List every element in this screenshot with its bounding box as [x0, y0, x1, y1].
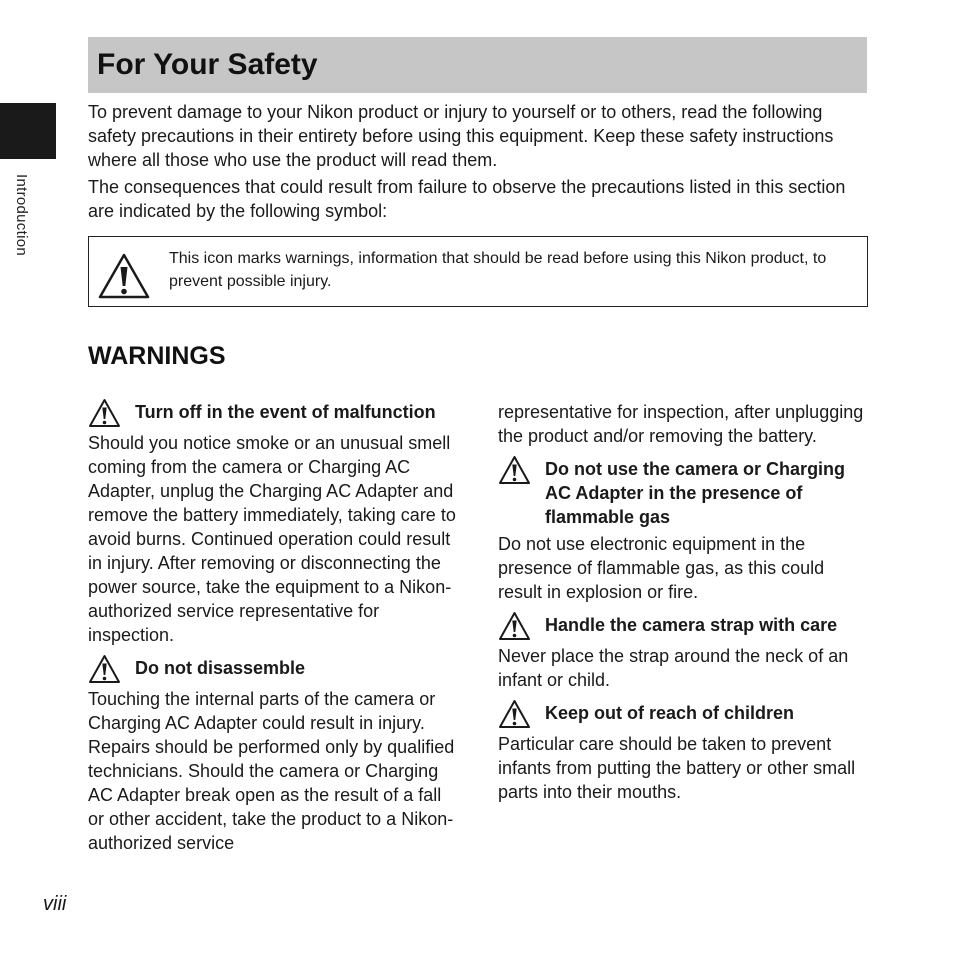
warning-item-header — [498, 613, 870, 641]
warning-triangle-icon — [88, 398, 121, 428]
warning-title: Do not use the camera or Charging AC Adapter in the presence of flammable gas — [545, 459, 846, 527]
symbol-notice-box — [88, 236, 868, 307]
warning-triangle-icon — [498, 455, 531, 485]
page-number: viii — [43, 893, 67, 915]
intro-paragraph: To prevent damage to your Nikon product or injury to yourself or to others, read the following safety precautions in their entirety before using this equipment. Keep these safety instructions where all those who use the product will read them. — [88, 102, 834, 170]
warning-triangle-icon — [98, 253, 150, 299]
warning-triangle-icon — [88, 654, 121, 684]
warning-body: Never place the strap around the neck of an infant or child. — [498, 646, 849, 690]
warning-body: Particular care should be taken to prevent infants from putting the battery or other small parts into their mouths. — [498, 734, 856, 802]
warning-title: Turn off in the event of malfunction — [135, 402, 436, 422]
warning-title: Do not disassemble — [135, 658, 306, 678]
warning-body-continuation: representative for inspection, after unplugging the product and/or removing the battery. — [498, 402, 864, 446]
warning-item — [498, 457, 870, 604]
warning-body: Touching the internal parts of the camera or Charging AC Adapter could result in injury. Repairs should be performed only by qualified technicians. Should the camera or Charging AC Adapter break open as the result of a fall or other accident, take the product to a Nikon-authorized service — [88, 689, 455, 853]
warning-title: Handle the camera strap with care — [545, 615, 838, 635]
warning-item — [88, 400, 460, 647]
warnings-right-column — [498, 400, 870, 813]
warning-item-header — [498, 457, 870, 529]
warning-body: Should you notice smoke or an unusual smell coming from the camera or Charging AC Adapter, unplug the Charging AC Adapter and remove the battery immediately, taking care to avoid burns. Continued operation could result in injury. After removing or disconnecting the power source, take the equipment to a Nikon-authorized service representative for inspection. — [88, 433, 456, 645]
page-title-bar — [88, 37, 867, 93]
chapter-label: Introduction — [13, 174, 30, 256]
notice-text: This icon marks warnings, information that should be read before using this Nikon product, to prevent possible injury. — [169, 250, 827, 290]
warning-triangle-icon — [498, 611, 531, 641]
warning-triangle-icon — [498, 699, 531, 729]
warnings-left-column — [88, 400, 460, 864]
warning-item — [498, 613, 870, 692]
warning-item-header — [88, 656, 460, 684]
chapter-tab-marker — [0, 103, 56, 159]
warning-item-header — [498, 701, 870, 729]
intro-section — [88, 100, 868, 226]
page-title: For Your Safety — [97, 48, 318, 81]
warning-item-header — [88, 400, 460, 428]
warning-item — [498, 701, 870, 804]
warning-title: Keep out of reach of children — [545, 703, 795, 723]
intro-paragraph: The consequences that could result from failure to observe the precautions listed in this section are indicated by the following symbol: — [88, 177, 846, 221]
warning-body: Do not use electronic equipment in the presence of flammable gas, as this could result in explosion or fire. — [498, 534, 825, 602]
warning-item — [88, 656, 460, 855]
warnings-heading: WARNINGS — [88, 342, 226, 370]
